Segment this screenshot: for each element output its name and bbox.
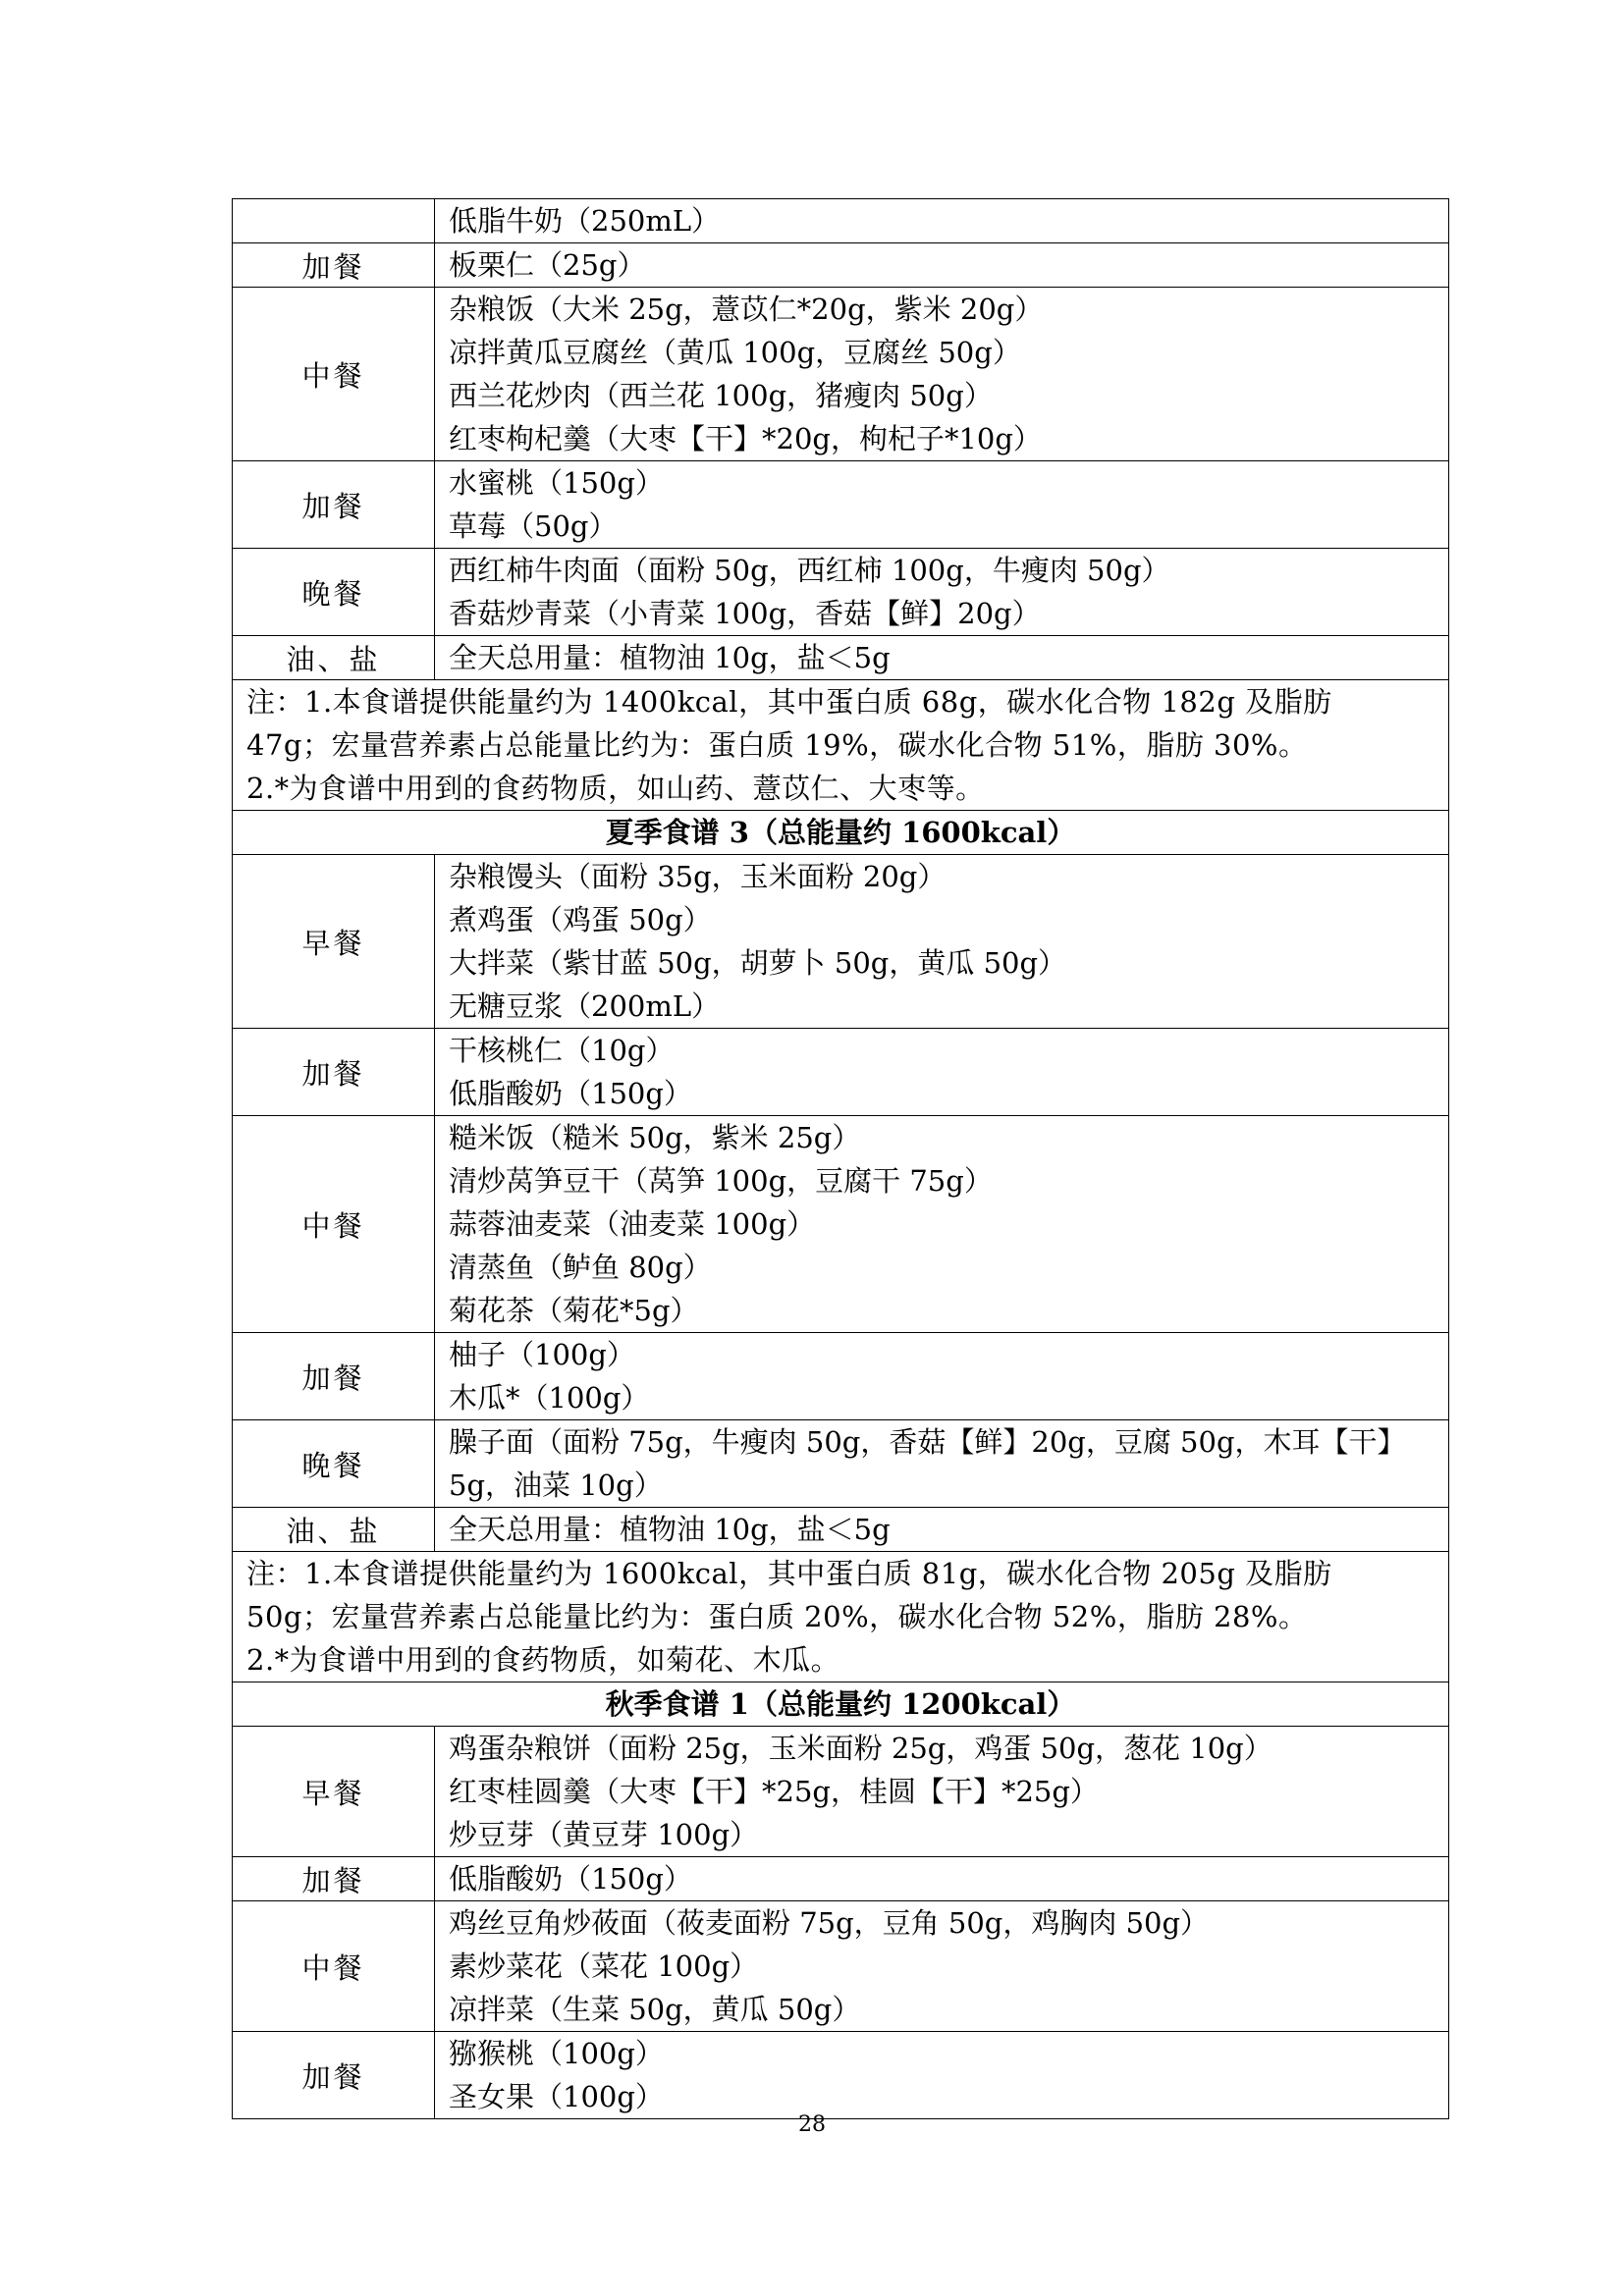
meal-name: 中餐 [233,1116,435,1333]
meal-row [233,1333,1449,1420]
meal-row [233,199,1449,243]
food-item: 低脂酸奶（150g） [449,1077,692,1110]
menu-table-body [233,199,1449,2119]
food-item: 柚子（100g） [449,1338,635,1371]
food-item: 干核桃仁（10g） [449,1034,675,1067]
food-item: 西红柿牛肉面（面粉 50g，西红柿 100g，牛瘦肉 50g） [449,554,1170,587]
menu-table [232,198,1449,2119]
note-line: 注：1.本食谱提供能量约为 1600kcal，其中蛋白质 81g，碳水化合物 205g 及脂肪 [246,1557,1332,1590]
food-item: 素炒菜花（菜花 100g） [449,1949,759,1983]
food-item: 低脂牛奶（250mL） [449,204,721,238]
meal-name [233,199,435,243]
meal-items [435,1901,1449,2032]
food-item: 臊子面（面粉 75g，牛瘦肉 50g，香菇【鲜】20g，豆腐 50g，木耳【干】 [449,1425,1406,1459]
meal-items [435,855,1449,1029]
note-line: 50g；宏量营养素占总能量比约为：蛋白质 20%，碳水化合物 52%，脂肪 28%。 [246,1600,1308,1633]
meal-name: 早餐 [233,855,435,1029]
food-item: 煮鸡蛋（鸡蛋 50g） [449,903,712,936]
meal-name: 油、盐 [233,636,435,680]
note-row [233,680,1449,811]
meal-items [435,1420,1449,1508]
meal-row [233,1420,1449,1508]
food-item: 板栗仁（25g） [449,248,646,282]
menu-title [233,1682,1449,1727]
note-line: 2.*为食谱中用到的食药物质，如菊花、木瓜。 [246,1643,840,1677]
meal-name: 加餐 [233,1029,435,1116]
food-item: 无糖豆浆（200mL） [449,989,721,1023]
nutrition-note [233,680,1449,811]
meal-name: 早餐 [233,1727,435,1857]
meal-row [233,1029,1449,1116]
menu-title-text: 夏季食谱 3（总能量约 1600kcal） [605,816,1076,849]
meal-row [233,1857,1449,1901]
food-item: 糙米饭（糙米 50g，紫米 25g） [449,1121,861,1154]
meal-row [233,636,1449,680]
meal-items [435,199,1449,243]
food-item: 鸡蛋杂粮饼（面粉 25g，玉米面粉 25g，鸡蛋 50g，葱花 10g） [449,1732,1272,1765]
meal-row [233,1901,1449,2032]
meal-items [435,1029,1449,1116]
menu-title-text: 秋季食谱 1（总能量约 1200kcal） [605,1687,1076,1721]
meal-name: 中餐 [233,1901,435,2032]
page-number: 28 [798,2112,826,2137]
meal-row [233,1508,1449,1552]
meal-name: 油、盐 [233,1508,435,1552]
food-item: 鸡丝豆角炒莜面（莜麦面粉 75g，豆角 50g，鸡胸肉 50g） [449,1906,1210,1940]
meal-name: 加餐 [233,461,435,549]
meal-name: 加餐 [233,2032,435,2119]
meal-name: 加餐 [233,1857,435,1901]
food-item: 红枣枸杞羹（大枣【干】*20g，枸杞子*10g） [449,422,1042,455]
meal-row [233,1727,1449,1857]
meal-items [435,636,1449,680]
note-line: 2.*为食谱中用到的食药物质，如山药、薏苡仁、大枣等。 [246,772,985,805]
food-item: 草莓（50g） [449,509,618,543]
food-item: 凉拌菜（生菜 50g，黄瓜 50g） [449,1993,861,2026]
meal-row [233,2032,1449,2119]
meal-row [233,288,1449,461]
food-item: 蒜蓉油麦菜（油麦菜 100g） [449,1207,816,1241]
meal-row [233,855,1449,1029]
note-row [233,1552,1449,1682]
food-item: 杂粮馒头（面粉 35g，玉米面粉 20g） [449,860,947,893]
food-item: 低脂酸奶（150g） [449,1862,692,1896]
menu-header-row [233,1682,1449,1727]
food-item: 红枣桂圆羹（大枣【干】*25g，桂圆【干】*25g） [449,1775,1099,1808]
meal-row [233,461,1449,549]
food-item: 木瓜*（100g） [449,1381,650,1415]
food-item: 西兰花炒肉（西兰花 100g，猪瘦肉 50g） [449,379,993,412]
food-item: 全天总用量：植物油 10g，盐＜5g [449,641,891,674]
meal-row [233,1116,1449,1333]
food-item: 5g，油菜 10g） [449,1468,663,1502]
meal-row [233,243,1449,288]
food-item: 水蜜桃（150g） [449,466,664,500]
nutrition-note [233,1552,1449,1682]
meal-items [435,2032,1449,2119]
food-item: 大拌菜（紫甘蓝 50g，胡萝卜 50g，黄瓜 50g） [449,946,1067,980]
menu-title [233,811,1449,855]
meal-row [233,549,1449,636]
meal-items [435,1333,1449,1420]
meal-name: 晚餐 [233,549,435,636]
meal-items [435,461,1449,549]
meal-name: 中餐 [233,288,435,461]
food-item: 清炒莴笋豆干（莴笋 100g，豆腐干 75g） [449,1164,993,1198]
food-item: 清蒸鱼（鲈鱼 80g） [449,1251,712,1284]
food-item: 香菇炒青菜（小青菜 100g，香菇【鲜】20g） [449,597,1041,630]
note-line: 注：1.本食谱提供能量约为 1400kcal，其中蛋白质 68g，碳水化合物 182g 及脂肪 [246,685,1332,719]
note-line: 47g；宏量营养素占总能量比约为：蛋白质 19%，碳水化合物 51%，脂肪 30%。 [246,728,1308,762]
meal-items [435,549,1449,636]
menu-header-row [233,811,1449,855]
food-item: 炒豆芽（黄豆芽 100g） [449,1818,759,1851]
food-item: 杂粮饭（大米 25g，薏苡仁*20g，紫米 20g） [449,293,1044,326]
food-item: 圣女果（100g） [449,2080,664,2113]
food-item: 猕猴桃（100g） [449,2037,664,2070]
meal-items [435,1116,1449,1333]
food-item: 凉拌黄瓜豆腐丝（黄瓜 100g，豆腐丝 50g） [449,336,1021,369]
meal-name: 加餐 [233,243,435,288]
food-item: 全天总用量：植物油 10g，盐＜5g [449,1513,891,1546]
meal-name: 晚餐 [233,1420,435,1508]
meal-items [435,288,1449,461]
meal-items [435,1508,1449,1552]
meal-items [435,1727,1449,1857]
meal-items [435,1857,1449,1901]
meal-name: 加餐 [233,1333,435,1420]
food-item: 菊花茶（菊花*5g） [449,1294,699,1327]
meal-items [435,243,1449,288]
